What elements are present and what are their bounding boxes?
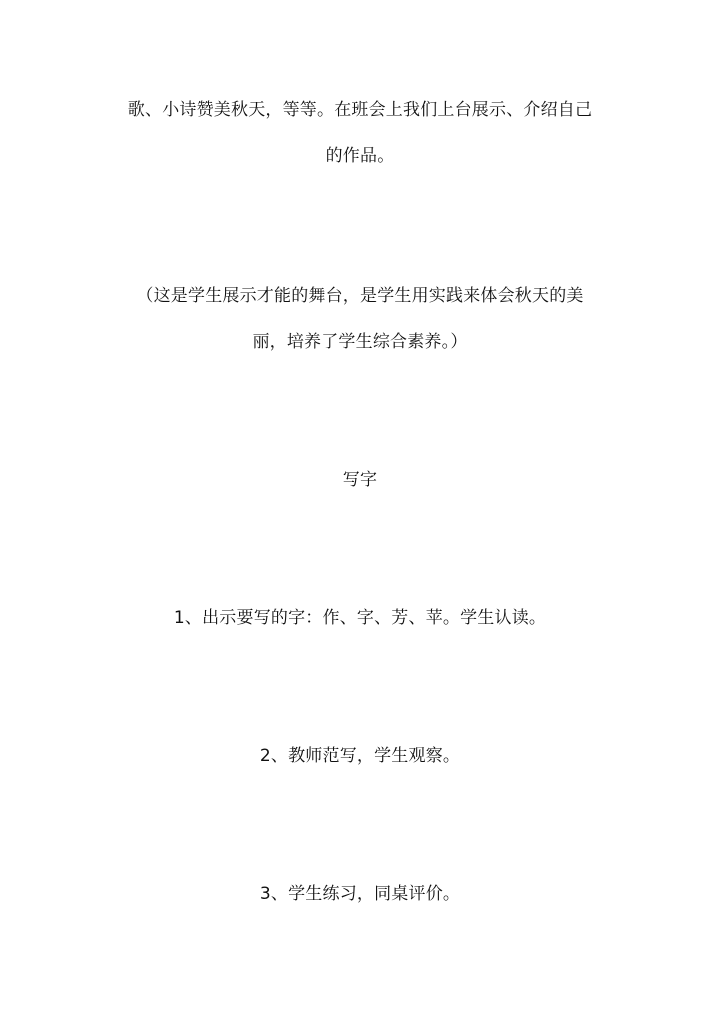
paragraph-1-line-1: 歌、小诗赞美秋天，等等。在班会上我们上台展示、介绍自己: [127, 100, 593, 120]
paragraph-2-line-1: （这是学生展示才能的舞台，是学生用实践来体会秋天的美: [136, 286, 584, 306]
paragraph-1-line-2: 的作品。: [325, 146, 395, 166]
step-item-1: 1、出示要写的字：作、字、芳、苹。学生认读。: [173, 608, 547, 628]
step-item-3: 3、学生练习，同桌评价。: [259, 884, 461, 904]
section-heading: 写字: [342, 470, 378, 490]
step-item-2: 2、教师范写，学生观察。: [259, 746, 461, 766]
paragraph-2-line-2: 丽，培养了学生综合素养。）: [252, 332, 468, 352]
